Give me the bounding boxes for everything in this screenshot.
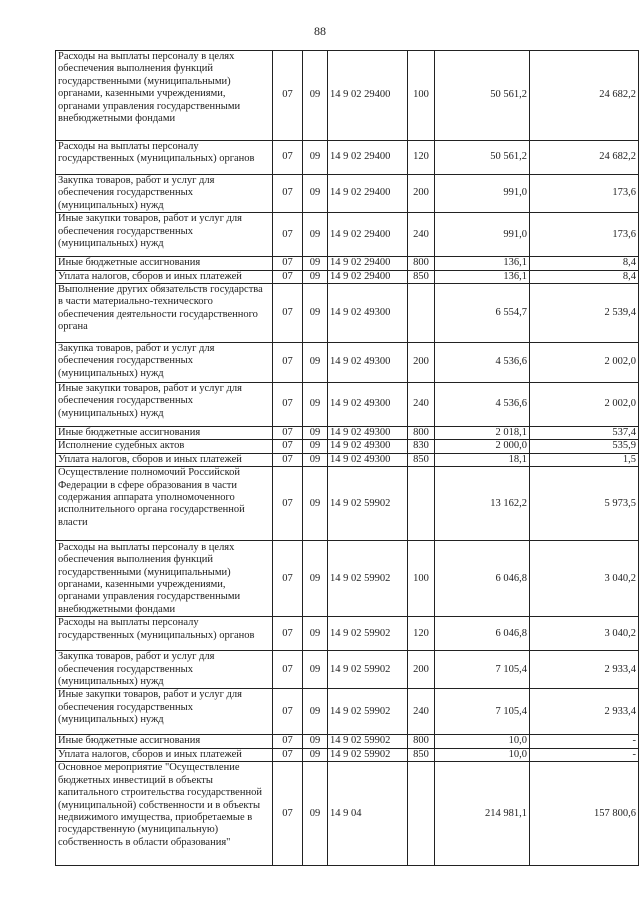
row-section: 07 [273, 748, 303, 761]
row-target-code: 14 9 02 49300 [328, 284, 408, 343]
row-expense-type: 120 [408, 617, 435, 651]
row-section: 07 [273, 284, 303, 343]
row-subsection: 09 [303, 541, 328, 617]
row-sum-2: 24 682,2 [530, 141, 639, 175]
row-sum-2: 2 002,0 [530, 343, 639, 383]
row-subsection: 09 [303, 467, 328, 541]
row-target-code: 14 9 04 [328, 762, 408, 866]
row-name: Уплата налогов, сборов и иных платежей [56, 453, 273, 466]
row-sum-1: 7 105,4 [435, 689, 530, 735]
row-sum-2: - [530, 748, 639, 761]
row-subsection: 09 [303, 748, 328, 761]
table-row [56, 689, 639, 735]
row-sum-1: 2 018,1 [435, 427, 530, 440]
row-sum-1: 136,1 [435, 257, 530, 270]
row-subsection: 09 [303, 651, 328, 689]
row-subsection: 09 [303, 175, 328, 213]
row-section: 07 [273, 270, 303, 283]
row-sum-2: 537,4 [530, 427, 639, 440]
row-sum-2: 2 002,0 [530, 383, 639, 427]
row-expense-type: 100 [408, 51, 435, 141]
row-sum-2: 2 933,4 [530, 651, 639, 689]
row-subsection: 09 [303, 440, 328, 453]
row-sum-1: 4 536,6 [435, 383, 530, 427]
row-section: 07 [273, 213, 303, 257]
row-sum-1: 6 046,8 [435, 617, 530, 651]
row-target-code: 14 9 02 49300 [328, 427, 408, 440]
row-sum-1: 7 105,4 [435, 651, 530, 689]
row-section: 07 [273, 51, 303, 141]
row-target-code: 14 9 02 49300 [328, 453, 408, 466]
row-sum-2: 535,9 [530, 440, 639, 453]
row-name: Выполнение других обязательств государства в части материально-технического обеспечения деятельности государственного органа [56, 284, 273, 343]
row-name: Уплата налогов, сборов и иных платежей [56, 270, 273, 283]
row-sum-2: 173,6 [530, 213, 639, 257]
row-sum-1: 50 561,2 [435, 141, 530, 175]
table-row [56, 651, 639, 689]
row-expense-type: 850 [408, 748, 435, 761]
row-subsection: 09 [303, 427, 328, 440]
row-subsection: 09 [303, 689, 328, 735]
row-target-code: 14 9 02 49300 [328, 440, 408, 453]
page-number: 88 [314, 24, 326, 38]
row-name: Иные закупки товаров, работ и услуг для обеспечения государственных (муниципальных) нужд [56, 689, 273, 735]
row-sum-1: 214 981,1 [435, 762, 530, 866]
row-name: Уплата налогов, сборов и иных платежей [56, 748, 273, 761]
row-sum-2: 8,4 [530, 270, 639, 283]
row-section: 07 [273, 141, 303, 175]
row-target-code: 14 9 02 59902 [328, 748, 408, 761]
row-name: Расходы на выплаты персоналу в целях обеспечения выполнения функций государственными (муниципальными) органами, казенными учреждениями, органами управления государственными внебюджетными фондами [56, 541, 273, 617]
row-sum-1: 136,1 [435, 270, 530, 283]
row-section: 07 [273, 762, 303, 866]
row-sum-1: 10,0 [435, 748, 530, 761]
row-expense-type: 240 [408, 213, 435, 257]
row-name: Расходы на выплаты персоналу государственных (муниципальных) органов [56, 617, 273, 651]
row-sum-2: 1,5 [530, 453, 639, 466]
row-sum-2: 2 933,4 [530, 689, 639, 735]
table-row [56, 440, 639, 453]
row-sum-2: 3 040,2 [530, 617, 639, 651]
row-sum-1: 6 554,7 [435, 284, 530, 343]
table-row [56, 270, 639, 283]
row-subsection: 09 [303, 213, 328, 257]
row-target-code: 14 9 02 59902 [328, 541, 408, 617]
table-row [56, 343, 639, 383]
row-target-code: 14 9 02 29400 [328, 141, 408, 175]
table-row [56, 748, 639, 761]
row-sum-1: 18,1 [435, 453, 530, 466]
row-sum-1: 2 000,0 [435, 440, 530, 453]
row-name: Исполнение судебных актов [56, 440, 273, 453]
table-row [56, 213, 639, 257]
table-row [56, 762, 639, 866]
row-section: 07 [273, 257, 303, 270]
row-expense-type: 850 [408, 453, 435, 466]
row-expense-type [408, 762, 435, 866]
row-sum-1: 10,0 [435, 735, 530, 748]
row-target-code: 14 9 02 59902 [328, 735, 408, 748]
row-section: 07 [273, 689, 303, 735]
row-sum-1: 991,0 [435, 175, 530, 213]
row-sum-2: 2 539,4 [530, 284, 639, 343]
row-section: 07 [273, 343, 303, 383]
row-target-code: 14 9 02 29400 [328, 257, 408, 270]
row-subsection: 09 [303, 343, 328, 383]
row-subsection: 09 [303, 141, 328, 175]
row-target-code: 14 9 02 49300 [328, 383, 408, 427]
row-target-code: 14 9 02 29400 [328, 270, 408, 283]
row-target-code: 14 9 02 59902 [328, 617, 408, 651]
row-subsection: 09 [303, 617, 328, 651]
table-row [56, 141, 639, 175]
row-name: Иные бюджетные ассигнования [56, 427, 273, 440]
row-expense-type: 200 [408, 651, 435, 689]
row-name: Закупка товаров, работ и услуг для обеспечения государственных (муниципальных) нужд [56, 651, 273, 689]
row-section: 07 [273, 541, 303, 617]
row-target-code: 14 9 02 59902 [328, 467, 408, 541]
row-sum-1: 991,0 [435, 213, 530, 257]
row-expense-type: 800 [408, 735, 435, 748]
row-sum-2: 5 973,5 [530, 467, 639, 541]
row-subsection: 09 [303, 383, 328, 427]
row-target-code: 14 9 02 29400 [328, 175, 408, 213]
table-row [56, 427, 639, 440]
row-name: Закупка товаров, работ и услуг для обеспечения государственных (муниципальных) нужд [56, 343, 273, 383]
row-section: 07 [273, 617, 303, 651]
row-name: Осуществление полномочий Российской Федерации в сфере образования в части содержания аппарата уполномоченного исполнительного органа государственной власти [56, 467, 273, 541]
row-sum-1: 4 536,6 [435, 343, 530, 383]
row-section: 07 [273, 175, 303, 213]
row-expense-type: 240 [408, 689, 435, 735]
row-section: 07 [273, 427, 303, 440]
row-section: 07 [273, 735, 303, 748]
row-name: Иные бюджетные ассигнования [56, 257, 273, 270]
row-name: Закупка товаров, работ и услуг для обеспечения государственных (муниципальных) нужд [56, 175, 273, 213]
row-expense-type: 120 [408, 141, 435, 175]
row-sum-1: 50 561,2 [435, 51, 530, 141]
row-expense-type: 200 [408, 175, 435, 213]
row-expense-type: 830 [408, 440, 435, 453]
row-sum-1: 6 046,8 [435, 541, 530, 617]
row-subsection: 09 [303, 735, 328, 748]
row-expense-type [408, 467, 435, 541]
table-row [56, 617, 639, 651]
table-row [56, 541, 639, 617]
row-sum-2: 24 682,2 [530, 51, 639, 141]
row-target-code: 14 9 02 59902 [328, 651, 408, 689]
row-expense-type: 100 [408, 541, 435, 617]
row-sum-2: 173,6 [530, 175, 639, 213]
table-row [56, 453, 639, 466]
row-target-code: 14 9 02 29400 [328, 51, 408, 141]
table-row [56, 51, 639, 141]
row-name: Расходы на выплаты персоналу государственных (муниципальных) органов [56, 141, 273, 175]
row-subsection: 09 [303, 453, 328, 466]
row-name: Основное мероприятие "Осуществление бюджетных инвестиций в объекты капитального строительства государственной (муниципальной) собственности и в объекты недвижимого имущества, приобретаемые в государственную (муниципальную) собственность в области образования" [56, 762, 273, 866]
row-section: 07 [273, 453, 303, 466]
row-target-code: 14 9 02 49300 [328, 343, 408, 383]
row-expense-type: 850 [408, 270, 435, 283]
row-subsection: 09 [303, 257, 328, 270]
budget-table [55, 50, 639, 866]
row-target-code: 14 9 02 29400 [328, 213, 408, 257]
row-sum-2: - [530, 735, 639, 748]
row-section: 07 [273, 440, 303, 453]
row-expense-type: 200 [408, 343, 435, 383]
row-subsection: 09 [303, 762, 328, 866]
row-expense-type: 240 [408, 383, 435, 427]
table-row [56, 175, 639, 213]
row-name: Расходы на выплаты персоналу в целях обеспечения выполнения функций государственными (муниципальными) органами, казенными учреждениями, органами управления государственными внебюджетными фондами [56, 51, 273, 141]
table-row [56, 383, 639, 427]
row-name: Иные бюджетные ассигнования [56, 735, 273, 748]
row-sum-2: 8,4 [530, 257, 639, 270]
row-expense-type: 800 [408, 257, 435, 270]
row-section: 07 [273, 383, 303, 427]
row-name: Иные закупки товаров, работ и услуг для обеспечения государственных (муниципальных) нужд [56, 213, 273, 257]
row-name: Иные закупки товаров, работ и услуг для обеспечения государственных (муниципальных) нужд [56, 383, 273, 427]
row-section: 07 [273, 651, 303, 689]
row-subsection: 09 [303, 51, 328, 141]
table-row [56, 284, 639, 343]
table-row [56, 257, 639, 270]
row-expense-type [408, 284, 435, 343]
row-sum-2: 3 040,2 [530, 541, 639, 617]
row-subsection: 09 [303, 284, 328, 343]
row-sum-2: 157 800,6 [530, 762, 639, 866]
row-sum-1: 13 162,2 [435, 467, 530, 541]
row-expense-type: 800 [408, 427, 435, 440]
row-section: 07 [273, 467, 303, 541]
table-row [56, 735, 639, 748]
table-row [56, 467, 639, 541]
row-target-code: 14 9 02 59902 [328, 689, 408, 735]
row-subsection: 09 [303, 270, 328, 283]
